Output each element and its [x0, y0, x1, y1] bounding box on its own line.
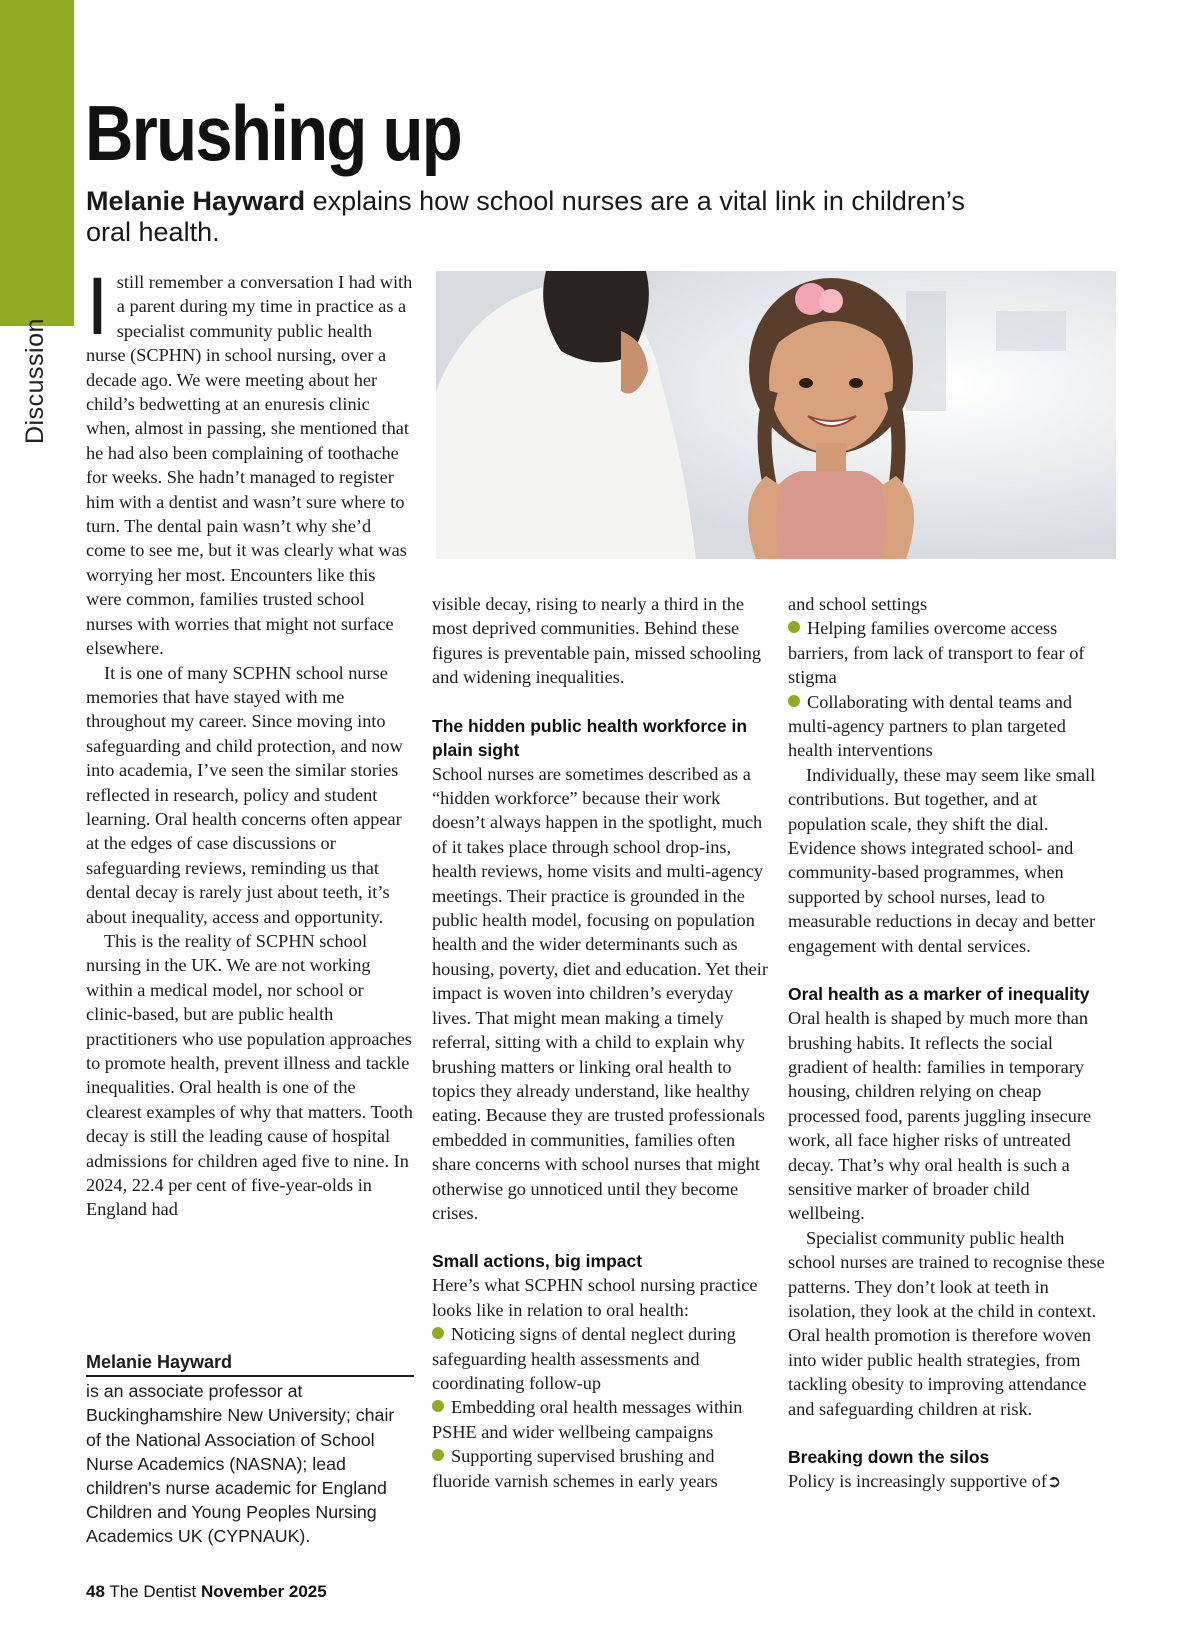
- standfirst-text: explains how school nurses are a vital link in children’s oral health.: [86, 186, 965, 247]
- bullet-dot-icon: [432, 1400, 444, 1412]
- article-photo: [436, 271, 1116, 559]
- col2-subhead-1: The hidden public health workforce in plain sight: [432, 715, 748, 760]
- col1-paragraph-1: still remember a conversation I had with a parent during my time in practice as a specialist community public health nurse (SCPHN) in school nursing, over a decade ago. We were meeting about her child’s bedwetting at an enuresis clinic when, almost in passing, she mentioned that he had also been complaining of toothache for weeks. She hadn’t managed to register him with a dentist and wasn’t sure where to turn. The dental pain wasn’t why she’d come to see me, but it was clearly what was worrying her most. Encounters like this were common, families trusted school nurses with worries that might not surface elsewhere.: [86, 272, 413, 659]
- bullet-dot-icon: [432, 1327, 444, 1339]
- section-label-text: Discussion: [21, 318, 49, 444]
- col2-subhead-2: Small actions, big impact: [432, 1251, 643, 1272]
- author-bio: [86, 1350, 414, 1549]
- article-column-3: [788, 592, 1106, 1494]
- col3-subhead-2: Breaking down the silos: [788, 1447, 990, 1467]
- bio-text: is an associate professor at Buckinghamshire New University; chair of the National Association of School Nurse Academics (NASNA); lead children's nurse academic for England Children and Young Peoples Nursing Academics UK (CYPNAUK).: [86, 1381, 395, 1547]
- section-color-tab: [0, 0, 74, 326]
- col2-paragraph-3: Here’s what SCPHN school nursing practice looks like in relation to oral health:: [432, 1275, 758, 1320]
- standfirst-author: Melanie Hayward: [86, 186, 306, 216]
- bullet-item: Noticing signs of dental neglect during safeguarding health assessments and coordinating follow-up: [432, 1324, 736, 1393]
- issue-date: November 2025: [201, 1582, 327, 1601]
- standfirst: [86, 186, 986, 248]
- bullet-dot-icon: [432, 1449, 444, 1461]
- drop-cap: I: [86, 261, 109, 352]
- col3-paragraph-3: Specialist community public health school nurses are trained to recognise these patterns. They don’t look at teeth in isolation, they look at the child in context. Oral health promotion is therefore woven into wider public health strategies, from tackling obesity to improving attendance and safeguarding children at risk.: [788, 1227, 1105, 1419]
- page-footer: [86, 1582, 327, 1602]
- col3-paragraph-1: Individually, these may seem like small contributions. But together, and at population scale, they shift the dial. Evidence shows integrated school- and community-based programmes, when supported by school nurses, lead to measurable reductions in decay and better engagement with dental services.: [788, 764, 1096, 956]
- bullet-dot-icon: [788, 695, 800, 707]
- article-title: Brushing up: [85, 89, 462, 177]
- bullet-dot-icon: [788, 621, 800, 633]
- article-column-1: [86, 261, 414, 1222]
- col3-paragraph-4: Policy is increasingly supportive of➲: [788, 1469, 1106, 1494]
- col2-paragraph-2: School nurses are sometimes described as a “hidden workforce” because their work doesn’t always happen in the spotlight, much of it takes place through school drop-ins, health reviews, home visits and multi-agency meetings. Their practice is grounded in the public health model, focusing on population health and the wider determinants such as housing, poverty, diet and education. Yet their impact is woven into children’s everyday lives. That might mean making a timely referral, sitting with a child to explain why brushing matters or linking oral health to topics they already understand, like healthy eating. Because they are trusted professionals embedded in communities, families often share concerns with school nurses that might otherwise go unnoticed until they become crises.: [432, 763, 768, 1223]
- col2-paragraph-1: visible decay, rising to nearly a third in the most deprived communities. Behind these figures is preventable pain, missed schooling and widening inequalities.: [432, 594, 761, 688]
- col1-paragraph-2: It is one of many SCPHN school nurse memories that have stayed with me throughout my career. Since moving into safeguarding and child protection, and now into academia, I’ve seen the similar stories reflected in research, policy and student learning. Oral health concerns often appear at the edges of case discussions or safeguarding reviews, reminding us that dental decay is rarely just about teeth, it’s about inequality, access and opportunity.: [86, 662, 403, 927]
- col3-paragraph-2: Oral health is shaped by much more than brushing habits. It reflects the social gradient of health: families in temporary housing, children relying on cheap processed food, parents juggling insecure work, all face higher risks of untreated decay. That’s why oral health is such a sensitive marker of broader child wellbeing.: [788, 1008, 1092, 1224]
- magazine-name: The Dentist: [104, 1582, 201, 1601]
- photo-illustration: [436, 271, 1116, 559]
- col1-paragraph-3: This is the reality of SCPHN school nursing in the UK. We are not working within a medical model, nor school or clinic-based, but are public health practitioners who use population approaches to promote health, prevent illness and tackle inequalities. Oral health is one of the clearest examples of why that matters. Tooth decay is still the leading cause of hospital admissions for children aged five to nine. In 2024, 22.4 per cent of five-year-olds in England had: [86, 930, 413, 1220]
- bullet-item: Helping families overcome access barriers, from lack of transport to fear of stigma: [788, 618, 1085, 688]
- bullet-item: Supporting supervised brushing and fluoride varnish schemes in early years: [432, 1446, 718, 1491]
- col3-paragraph-0: and school settings: [788, 594, 928, 614]
- col3-subhead-1: Oral health as a marker of inequality: [788, 984, 1090, 1005]
- bullet-item: Embedding oral health messages within PSHE and wider wellbeing campaigns: [432, 1397, 743, 1442]
- page-number: 48: [86, 1582, 105, 1601]
- continue-arrow-icon: ➲: [1046, 1472, 1062, 1492]
- bullet-item: Collaborating with dental teams and multi-agency partners to plan targeted health interventions: [788, 691, 1073, 761]
- article-column-2: [432, 592, 772, 1493]
- bio-name: Melanie Hayward: [86, 1350, 414, 1377]
